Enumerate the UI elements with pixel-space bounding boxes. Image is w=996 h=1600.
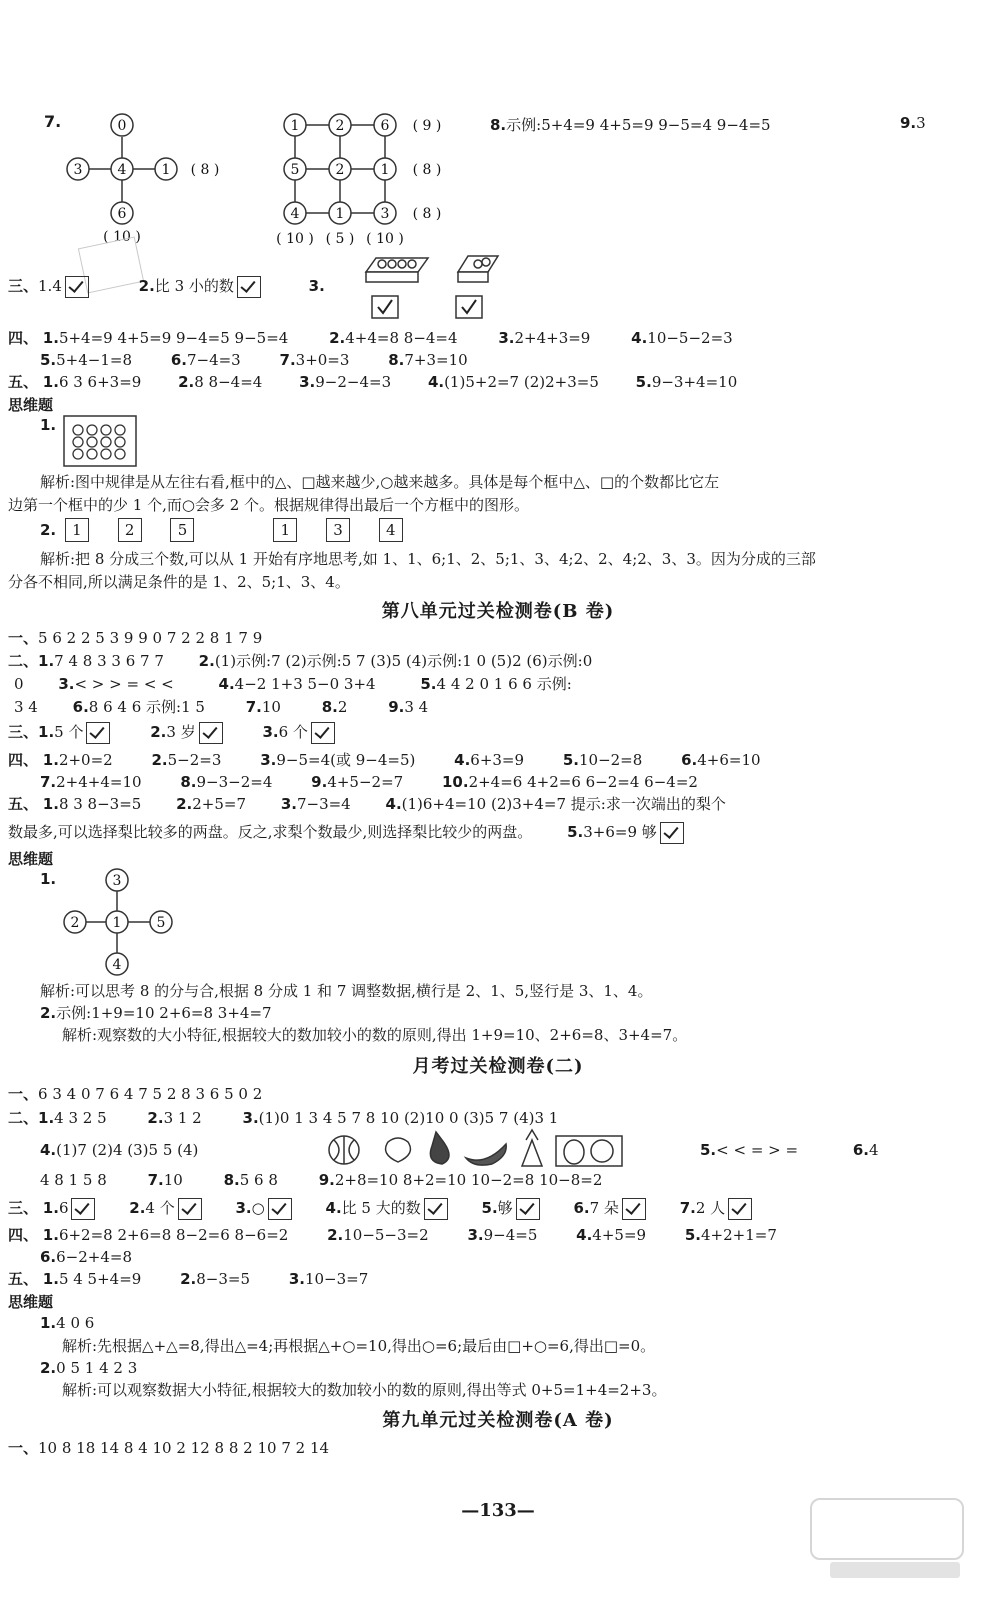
- unit8b-title: 第八单元过关检测卷(B 卷): [381, 601, 615, 622]
- check-box: [516, 1198, 540, 1220]
- unit8b-s3: 三、1.5 个 2.3 岁 3.6 个: [8, 722, 338, 744]
- number-box: 4: [379, 518, 403, 542]
- q9-line: 9.3: [900, 114, 926, 132]
- monthly2-s3: 三、 1.6 2.4 个 3.○ 4.比 5 大的数 5.够 6.7 朵 7.2 人: [8, 1198, 755, 1220]
- unit8b-think-q1-number: 1.: [40, 870, 57, 888]
- number-box: 1: [273, 518, 297, 542]
- fruit-drawings: [326, 1128, 656, 1170]
- q8-line: 8.示例:5+4=9 4+5=9 9−5=4 9−4=5: [490, 116, 771, 134]
- check-box: [86, 722, 110, 744]
- monthly2-think-q2-explanation: 解析:可以观察数据大小特征,根据较大的数加较小的数的原则,得出等式 0+5=1+4=2+3。: [62, 1381, 667, 1399]
- watermark-logo: [810, 1498, 970, 1584]
- unit8b-think-heading: 思维题: [8, 850, 54, 868]
- monthly2-think-q2: 2.0 5 1 4 2 3: [40, 1359, 138, 1377]
- unit8b-s4-line-1: 四、 1.2+0=2 2.5−2=3 3.9−5=4(或 9−4=5) 4.6+3=9 5.10−2=8 6.4+6=10: [8, 751, 761, 769]
- check-box: [71, 1198, 95, 1220]
- cross-node: 3: [73, 162, 83, 178]
- think-q1-explanation-1: 解析:图中规律是从左往右看,框中的△、□越来越少,○越来越多。具体是每个框中△、□的个数都比它左: [40, 473, 720, 491]
- q7-number: 7.: [44, 112, 62, 131]
- cross-node: 3: [112, 873, 122, 889]
- section-5-line: 五、 1.6 3 6+3=9 2.8 8−4=4 3.9−2−4=3 4.(1)5+2=7 (2)2+3=5 5.9−3+4=10: [8, 373, 738, 391]
- section-4-line-2: 5.5+4−1=8 6.7−4=3 7.3+0=3 8.7+3=10: [40, 351, 468, 369]
- check-box: [311, 722, 335, 744]
- monthly2-s2-line-1: 二、1.4 3 2 5 2.3 1 2 3.(1)0 1 3 4 5 7 8 10 (2)10 0 (3)5 7 (4)3 1: [8, 1109, 559, 1127]
- check-box: [622, 1198, 646, 1220]
- think-heading: 思维题: [8, 396, 54, 414]
- unit8b-s1: 一、5 6 2 2 5 3 9 9 0 7 2 2 8 1 7 9: [8, 629, 263, 647]
- q7-grid-diagram: [275, 105, 475, 250]
- unit8b-think-q2-explanation: 解析:观察数的大小特征,根据较大的数加较小的数的原则,得出 1+9=10、2+6=8、3+4=7。: [62, 1026, 688, 1044]
- cross-node: 4: [112, 957, 122, 973]
- row-sum: ( 8 ): [412, 206, 442, 222]
- row-sum: ( 9 ): [412, 118, 442, 134]
- row-sum: ( 8 ): [412, 162, 442, 178]
- grid-cell: 2: [335, 118, 345, 134]
- check-box: [424, 1198, 448, 1220]
- page-number: —133—: [461, 1500, 535, 1521]
- monthly2-think-heading: 思维题: [8, 1293, 54, 1311]
- grid-cell: 1: [335, 206, 345, 222]
- unit8b-s4-line-2: 7.2+4+4=10 8.9−3−2=4 9.4+5−2=7 10.2+4=6 4+2=6 6−2=4 6−4=2: [40, 773, 698, 791]
- unit8b-s2-line-2: 0 3.< > > = < < 4.4−2 1+3 5−0 3+4 5.4 4 2 0 1 6 6 示例:: [14, 675, 572, 693]
- number-box: 1: [65, 518, 89, 542]
- think-q1-number: 1.: [40, 416, 57, 434]
- cross-node: 1: [161, 162, 171, 178]
- monthly2-s2-line-2b: 5.< < = > = 6.4: [700, 1141, 879, 1159]
- number-box: 5: [170, 518, 194, 542]
- unit8b-s2-line-3: 3 4 6.8 6 4 6 示例:1 5 7.10 8.2 9.3 4: [14, 698, 429, 716]
- cross-node: 1: [112, 915, 122, 931]
- monthly2-think-q1: 1.4 0 6: [40, 1314, 95, 1332]
- monthly2-s4-line-2: 6.6−2+4=8: [40, 1248, 133, 1266]
- think-q1-explanation-2: 边第一个框中的少 1 个,而○会多 2 个。根据规律得出最后一个方框中的图形。: [8, 496, 530, 514]
- unit9a-title: 第九单元过关检测卷(A 卷): [382, 1410, 614, 1431]
- check-box: [728, 1198, 752, 1220]
- unit8b-s5-line-2: 数最多,可以选择梨比较多的两盘。反之,求梨个数最少,则选择梨比较少的两盘。 5.3+6=9 够: [8, 822, 687, 844]
- unit8b-think-q2: 2.示例:1+9=10 2+6=8 3+4=7: [40, 1004, 272, 1022]
- check-box: [65, 276, 89, 298]
- monthly2-s2-line-3: 4 8 1 5 8 7.10 8.5 6 8 9.2+8=10 8+2=10 10−2=8 10−8=2: [40, 1171, 603, 1189]
- grid-cell: 5: [290, 162, 300, 178]
- cross-node: 2: [70, 915, 80, 931]
- q7-cross-diagram: [60, 105, 240, 245]
- monthly2-s2-line-2: 4.(1)7 (2)4 (3)5 5 (4): [40, 1141, 199, 1159]
- grid-cell: 6: [380, 118, 390, 134]
- unit8b-s5-line-1: 五、 1.8 3 8−3=5 2.2+5=7 3.7−3=4 4.(1)6+4=10 (2)3+4=7 提示:求一次端出的梨个: [8, 795, 726, 813]
- unit8b-think-q1-explanation: 解析:可以思考 8 的分与合,根据 8 分成 1 和 7 调整数据,横行是 2、1、5,竖行是 3、1、4。: [40, 982, 653, 1000]
- monthly2-s5: 五、 1.5 4 5+4=9 2.8−3=5 3.10−3=7: [8, 1270, 369, 1288]
- check-box: [199, 722, 223, 744]
- cross-node: 5: [156, 915, 166, 931]
- unit8b-cross-diagram: [55, 862, 185, 982]
- monthly2-think-q1-explanation: 解析:先根据△+△=8,得出△=4;再根据△+○=10,得出○=6;最后由□+○=6,得出□=0。: [62, 1337, 656, 1355]
- monthly2-s1: 一、6 3 4 0 7 6 4 7 5 2 8 3 6 5 0 2: [8, 1085, 263, 1103]
- section-3-line: 三、1.4 2.比 3 小的数 3.: [8, 276, 325, 298]
- monthly2-title: 月考过关检测卷(二): [412, 1056, 584, 1077]
- think-q2-explanation-1: 解析:把 8 分成三个数,可以从 1 开始有序地思考,如 1、1、6;1、2、5;1、3、4;2、2、4;2、3、3。因为分成的三部: [40, 550, 816, 568]
- grid-cell: 1: [290, 118, 300, 134]
- circles-in-box: [62, 414, 142, 470]
- cross-node: 6: [117, 206, 127, 222]
- unit8b-s2-line-1: 二、1.7 4 8 3 3 6 7 7 2.(1)示例:7 (2)示例:5 7 (3)5 (4)示例:1 0 (5)2 (6)示例:0: [8, 652, 593, 670]
- grid-cell: 2: [335, 162, 345, 178]
- check-box: [178, 1198, 202, 1220]
- number-box: 3: [326, 518, 350, 542]
- grid-cell: 3: [380, 206, 390, 222]
- cross-node: 0: [117, 118, 127, 134]
- unit9a-s1: 一、10 8 18 14 8 4 10 2 12 8 8 2 10 7 2 14: [8, 1439, 330, 1457]
- section-4-line-1: 四、 1.5+4=9 4+5=9 9−4=5 9−5=4 2.4+4=8 8−4=4 3.2+4+3=9 4.10−5−2=3: [8, 329, 733, 347]
- egg-tray-drawings: [358, 244, 518, 324]
- col-sum: ( 10 ): [103, 229, 141, 245]
- check-box: [660, 822, 684, 844]
- monthly2-s4-line-1: 四、 1.6+2=8 2+6=8 8−2=6 8−6=2 2.10−5−3=2 3.9−4=5 4.4+5=9 5.4+2+1=7: [8, 1226, 777, 1244]
- grid-cell: 4: [290, 206, 300, 222]
- number-box: 2: [118, 518, 142, 542]
- check-box: [268, 1198, 292, 1220]
- cross-node: 4: [117, 162, 127, 178]
- col-sum: ( 10 ): [276, 231, 314, 247]
- col-sum: ( 10 ): [366, 231, 404, 247]
- col-sum: ( 5 ): [325, 231, 355, 247]
- think-q2-explanation-2: 分各不相同,所以满足条件的是 1、2、5;1、3、4。: [8, 573, 350, 591]
- think-q2-line: 2. 1 2 5 1 3 4: [40, 518, 423, 542]
- grid-cell: 1: [380, 162, 390, 178]
- check-box: [237, 276, 261, 298]
- row-sum: ( 8 ): [190, 162, 220, 178]
